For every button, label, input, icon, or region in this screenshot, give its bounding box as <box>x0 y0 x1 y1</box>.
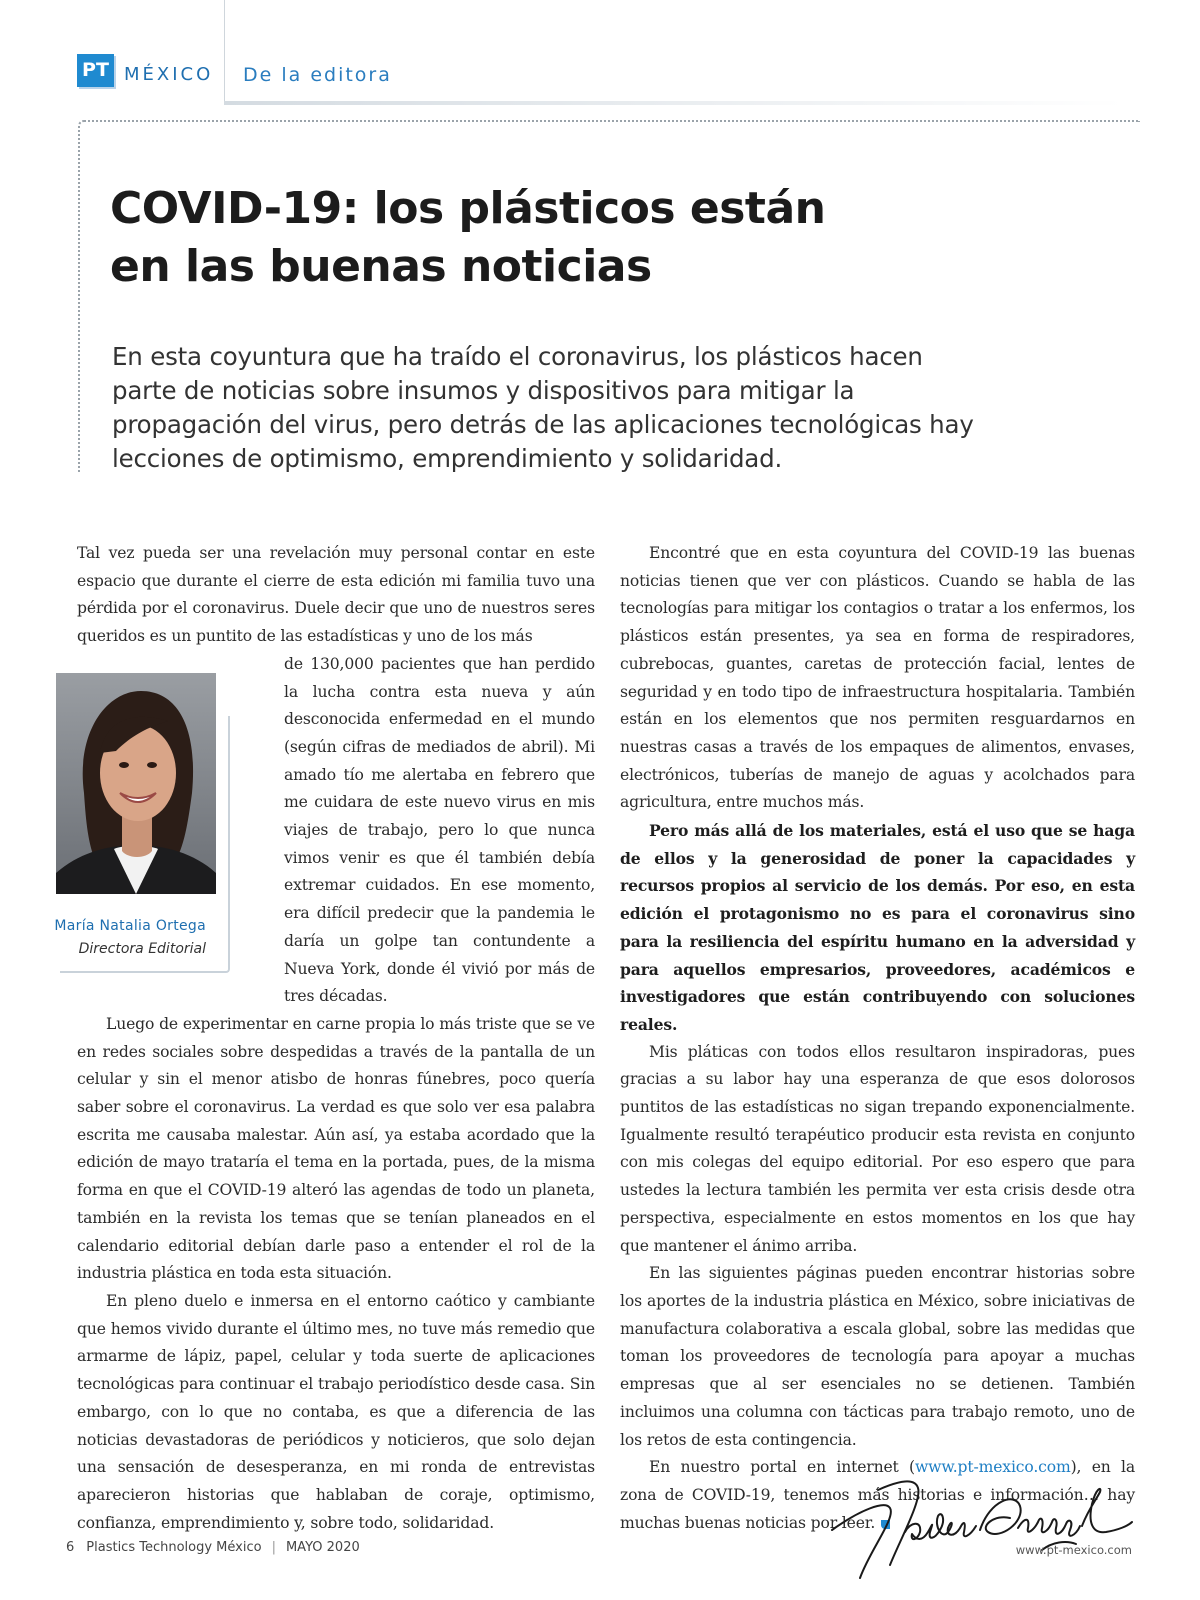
title-line-1: COVID-19: los plásticos están <box>110 183 826 234</box>
left-column <box>77 540 595 1537</box>
author-role: Directora Editorial <box>78 941 206 957</box>
left-paragraph-1-wide: Tal vez pueda ser una revelación muy personal contar en este espacio que durante el cierre de esta edición mi familia tuvo una pérdida por el coronavirus. Duele decir que uno de nuestros seres queridos es un puntito de las estadísticas y uno de los más <box>77 544 595 646</box>
right-paragraph-4: En las siguientes páginas pueden encontrar historias sobre los aportes de la industria plástica en México, sobre iniciativas de manufactura colaborativa a escala global, sobre las medidas que toman los proveedores de tecnología para apoyar a muchas empresas que al ser esenciales no se detienen. También incluimos una columna con tácticas para trabajo remoto, uno de los retos de esta contingencia. <box>620 1264 1135 1449</box>
section-name: De la editora <box>243 64 392 86</box>
left-paragraph-1-narrow: de 130,000 pacientes que han perdido la lucha contra esta nueva y aún desconocida enfermedad en el mundo (según cifras de mediados de abril). Mi amado tío me alertaba en febrero que me cuidara de este nuevo virus en mis viajes de trabajo, pero lo que nunca vimos venir es que él también debía extremar cuidados. En ese momento, era difícil predecir que la pandemia le daría un golpe tan contundente a Nueva York, donde él vivió por más de tres décadas. <box>284 654 595 1006</box>
article-lede: En esta coyuntura que ha traído el coronavirus, los plásticos hacen parte de noticias sobre insumos y dispositivos para mitigar la propagación del virus, pero detrás de las aplicaciones tecnológicas hay lecciones de optimismo, emprendimiento y solidaridad. <box>112 342 974 473</box>
publication-name: Plastics Technology México <box>86 1540 262 1555</box>
title-line-2: en las buenas noticias <box>110 241 652 292</box>
signature-icon <box>830 1470 1135 1585</box>
right-column <box>620 540 1135 1537</box>
article-title <box>110 180 1010 296</box>
footer-separator: | <box>271 1540 276 1555</box>
brand-name: MÉXICO <box>124 64 214 85</box>
header-divider <box>224 0 225 102</box>
portal-link[interactable]: www.pt-mexico.com <box>914 1458 1071 1477</box>
issue-date: MAYO 2020 <box>285 1540 360 1555</box>
pt-logo: PT <box>77 54 114 87</box>
right-paragraph-2: Pero más allá de los materiales, está el uso que se haga de ellos y la generosidad de poner la capacidades y recursos propios al servicio de los demás. Por eso, en esta edición el protagonismo no es para el coronavirus sino para la resiliencia del espíritu humano en la adversidad y para aquellos empresarios, proveedores, académicos e investigadores que están contribuyendo con soluciones reales. <box>620 821 1135 1034</box>
left-paragraph-2: Luego de experimentar en carne propia lo más triste que se ve en redes sociales sobre despedidas a través de la pantalla de un celular y sin el menor atisbo de honras fúnebres, poco quería saber sobre el coronavirus. La verdad es que solo ver esa palabra escrita me causaba malestar. Aún así, ya estaba acordado que la edición de mayo trataría el tema en la portada, pues, de la misma forma en que el COVID-19 alteró las agendas de todo un planeta, también en la revista los temas que se tenían planeados en el calendario editorial debían darle paso a entender el rol de la industria plástica en toda esta situación. <box>77 1014 595 1283</box>
header-rule <box>224 101 1124 105</box>
footer <box>66 1540 360 1555</box>
right-paragraph-3: Mis pláticas con todos ellos resultaron inspiradoras, pues gracias a su labor hay una esperanza de que esos dolorosos puntitos de las estadísticas no sigan trepando exponencialmente. Igualmente resultó terapéutico producir esta revista en conjunto con mis colegas del equipo editorial. Por eso espero que para ustedes la lectura también les permita ver esta crisis desde otra perspectiva, especialmente en estos momentos en los que hay que mantener el ánimo arriba. <box>620 1042 1135 1255</box>
footer-url[interactable]: www.pt-mexico.com <box>1015 1543 1132 1557</box>
author-name: María Natalia Ortega <box>54 918 206 934</box>
page-number: 6 <box>66 1540 75 1555</box>
portal-text-before: En nuestro portal en internet ( <box>649 1458 915 1477</box>
right-paragraph-1: Encontré que en esta coyuntura del COVID-19 las buenas noticias tienen que ver con plásticos. Cuando se habla de las tecnologías para mitigar los contagios o tratar a los enfermos, los plásticos están presentes, ya sea en forma de respiradores, cubrebocas, guantes, caretas de protección facial, lentes de seguridad y en todo tipo de infraestructura hospitalaria. También están en los elementos que nos permiten resguardarnos en nuestras casas a través de los empaques de alimentos, envases, electrónicos, tuberías de manejo de aguas y acolchados para agricultura, entre muchos más. <box>620 544 1135 812</box>
portal-text-after: ), en la zona de COVID-19, tenemos más historias e información… hay muchas buenas noticias por leer. <box>620 1458 1136 1532</box>
left-paragraph-3: En pleno duelo e inmersa en el entorno caótico y cambiante que hemos vivido durante el último mes, no tuve más remedio que armarme de lápiz, papel, celular y toda suerte de aplicaciones tecnológicas para continuar el trabajo periodístico desde casa. Sin embargo, con lo que no contaba, es que a diferencia de las noticias devastadoras de periódicos y noticieros, que solo dejan una sensación de desesperanza, en mi ronda de entrevistas aparecieron historias que hablaban de coraje, optimismo, confianza, emprendimiento y, sobre todo, solidaridad. <box>77 1291 595 1532</box>
